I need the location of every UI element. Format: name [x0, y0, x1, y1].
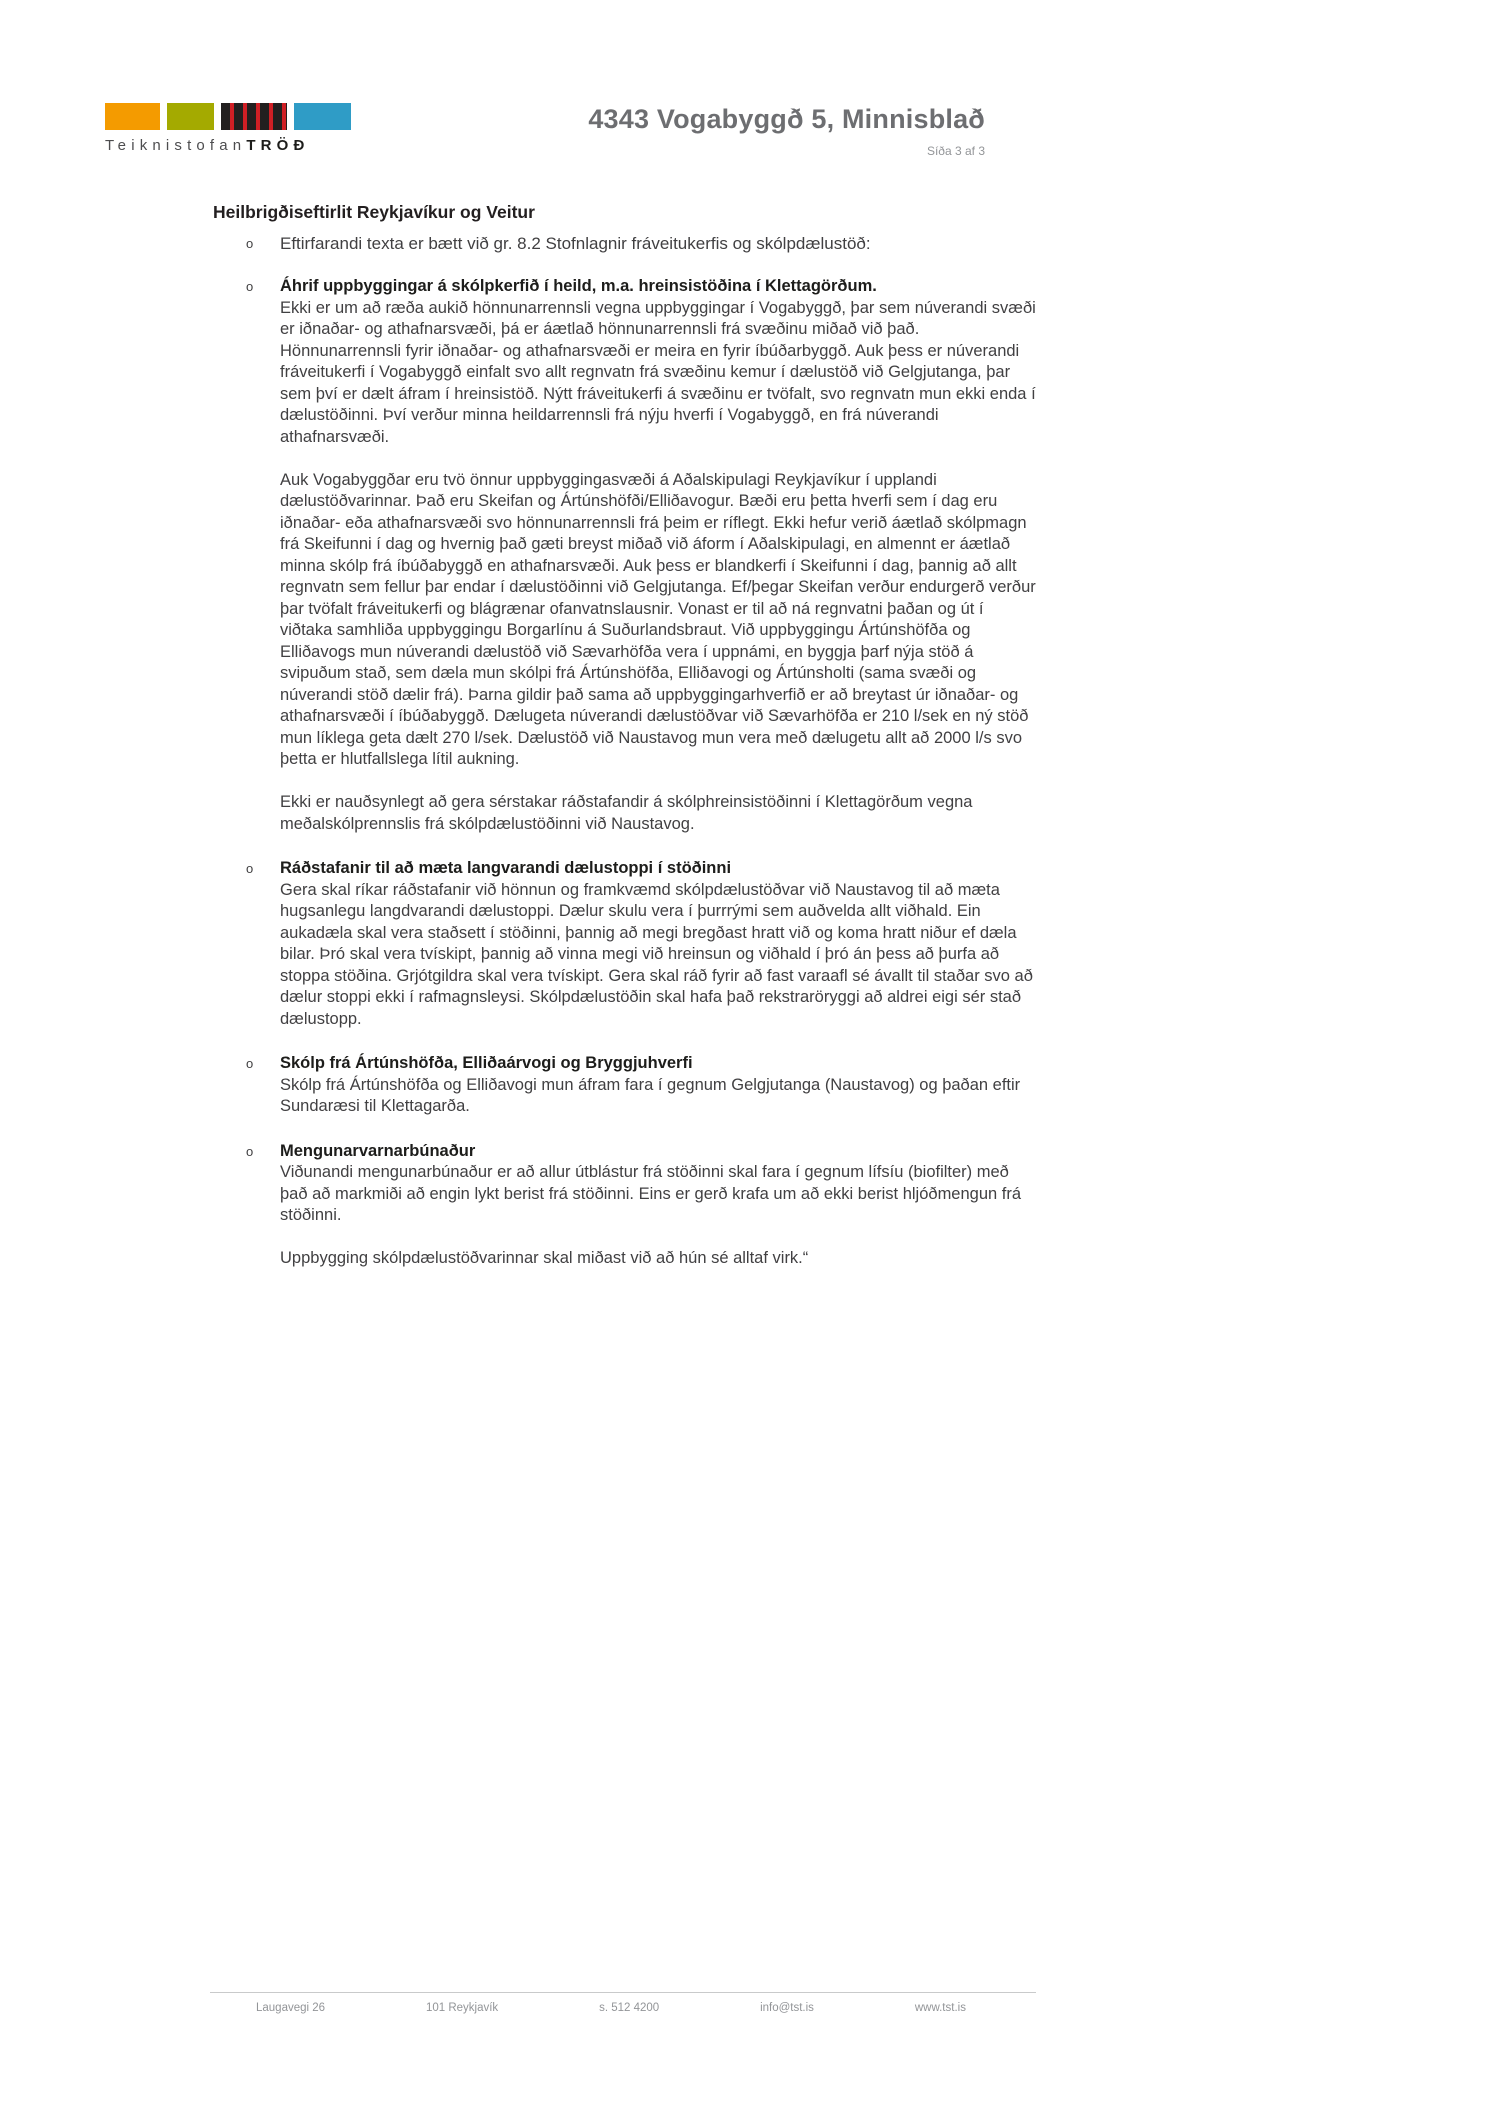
bullet-marker: o — [246, 279, 254, 294]
section-body — [280, 1141, 1036, 1270]
logo-brand-suffix: TRÖÐ — [246, 137, 310, 154]
paragraph: Skólp frá Ártúnshöfða og Elliðavogi mun áfram fara í gegnum Gelgjutanga (Naustavog) og þaðan eftir Sundaræsi til Klettagarða. — [280, 1075, 1021, 1115]
paragraph: Ekki er nauðsynlegt að gera sérstakar ráðstafandir á skólphreinsistöðinni í Klettagörðum vegna meðalskólprennslis frá skólpdælustöðinni við Naustavog. — [280, 793, 973, 833]
company-logo — [105, 103, 351, 154]
section-body — [280, 1053, 1036, 1118]
logo-block-olive — [167, 103, 214, 130]
section-heading: Heilbrigðiseftirlit Reykjavíkur og Veitur — [213, 202, 535, 222]
paragraph: Auk Vogabyggðar eru tvö önnur uppbyggingasvæði á Aðalskipulagi Reykjavíkur í upplandi dælustöðvarinnar. Það eru Skeifan og Ártúnshöfði/Elliðavogur. Bæði eru þetta hverfi sem í dag eru iðnaðar- eða athafnarsvæði svo hönnunarrennsli frá þeim er ríflegt. Ekki hefur verið áætlað skólpmagn frá Skeifunni í dag og hvernig það gæti breyst miðað við áform í Aðalskipulagi, en almennt er áætlað minna skólp frá íbúðabyggð en athafnarsvæði. Auk þess er blandkerfi í Skeifunni í dag, þannig að allt regnvatn sem fellur þar endar í dælustöðinni við Gelgjutanga. Ef/þegar Skeifan verður endurgerð verður þar tvöfalt fráveitukerfi og blágrænar ofanvatnslausnir. Vonast er til að ná regnvatni þaðan og út í viðtaka samhliða uppbyggingu Borgarlínu á Suðurlandsbraut. Við uppbyggingu Ártúnshöfða og Elliðavogs mun núverandi dælustöð við Sævarhöfða vera í uppnámi, en byggja þarf nýja stöð á svipuðum stað, sem dæla mun skólpi frá Ártúnshöfða, Elliðavogi og Ártúnsholti (sama svæði og núverandi stöð dælir frá). Þarna gildir það sama að uppbyggingarhverfið er að breytast úr iðnaðar- og athafnarsvæði í íbúðabyggð. Dælugeta núverandi dælustöðvar við Sævarhöfða er 210 l/sek en ný stöð mun líklega geta dælt 270 l/sek. Dælustöð við Naustavog mun vera með dælugetu allt að 2000 l/s svo þetta er hlutfallslega lítil aukning. — [280, 470, 1036, 768]
section-mengunarvarnir — [213, 1141, 1036, 1270]
paragraph: Ekki er um að ræða aukið hönnunarrennsli vegna uppbyggingar í Vogabyggð, þar sem núverandi svæði er iðnaðar- og athafnarsvæði, þá er áætlað hönnunarrennsli frá svæðinu miðað við það. Hönnunarrennsli fyrir iðnaðar- og athafnarsvæði er meira en fyrir íbúðarbyggð. Auk þess er núverandi fráveitukerfi í Vogabyggð einfalt svo allt regnvatn frá svæðinu kemur í dælustöð við Gelgjutanga, þar sem því er dælt áfram í hreinsistöð. Nýtt fráveitukerfi á svæðinu er tvöfalt, svo regnvatn mun ekki enda í dælustöðinni. Því verður minna heildarrennsli frá nýju hverfi í Vogabyggð, en frá núverandi athafnarsvæði. — [280, 298, 1036, 446]
section-title: Áhrif uppbyggingar á skólpkerfið í heild, m.a. hreinsistöðina í Klettagörðum. — [280, 277, 877, 295]
footer-phone: s. 512 4200 — [599, 2002, 660, 2014]
logo-brand-prefix: Teiknistofan — [105, 137, 247, 154]
section-body — [280, 858, 1036, 1030]
document-body — [213, 202, 1036, 1293]
paragraph: Viðunandi mengunarbúnaður er að allur útblástur frá stöðinni skal fara í gegnum lífsíu (biofilter) með það að markmiði að engin lykt berist frá stöðinni. Eins er gerð krafa um að ekki berist hljóðmengun frá stöðinni. — [280, 1163, 1022, 1224]
section-title: Ráðstafanir til að mæta langvarandi dælustoppi í stöðinni — [280, 859, 732, 877]
section-skolp-artunshofdi — [213, 1053, 1036, 1118]
intro-bullet-text: Eftirfarandi texta er bætt við gr. 8.2 Stofnlagnir fráveitukerfis og skólpdælustöð: — [280, 233, 871, 253]
header-title-block — [588, 104, 985, 158]
section-skolpkerfi — [213, 276, 1036, 835]
paragraph: Gera skal ríkar ráðstafanir við hönnun og framkvæmd skólpdælustöðvar við Naustavog til að mæta hugsanlegu langdvarandi dælustoppi. Dælur skulu vera í þurrrými sem auðvelda allt viðhald. Ein aukadæla skal vera staðsett í stöðinni, þannig að megi bregðast hratt við og koma hratt niður ef dæla bilar. Þró skal vera tvískipt, þannig að vinna megi við hreinsun og viðhald í þró án þess að þurfa að stoppa stöðina. Grjótgildra skal vera tvískipt. Gera skal ráð fyrir að fast varaafl sé ávallt til staðar svo að dælur stoppi ekki í rafmagnsleysi. Skólpdælustöðin skal hafa það rekstraröryggi að aldrei eigi sér stað dælustopp. — [280, 880, 1033, 1028]
footer-email: info@tst.is — [760, 2002, 814, 2014]
bullet-marker: o — [246, 1143, 254, 1159]
bullet-marker: o — [246, 1056, 254, 1071]
footer-city: 101 Reykjavík — [425, 2002, 499, 2014]
logo-color-blocks — [105, 103, 351, 130]
section-title: Mengunarvarnarbúnaður — [280, 1141, 476, 1160]
logo-block-orange — [105, 103, 160, 130]
intro-bullet — [213, 233, 1036, 255]
footer-website: www.tst.is — [914, 2002, 966, 2014]
section-body — [280, 276, 1036, 835]
document-title: 4343 Vogabyggð 5, Minnisblað — [588, 104, 985, 134]
logo-block-stripes — [221, 103, 287, 130]
page-indicator: Síða 3 af 3 — [926, 144, 985, 158]
closing-statement: Uppbygging skólpdælustöðvarinnar skal miðast við að hún sé alltaf virk.“ — [280, 1249, 809, 1267]
logo-wordmark — [105, 137, 351, 154]
bullet-marker: o — [246, 235, 254, 251]
section-radstafanir — [213, 858, 1036, 1030]
footer-address: Laugavegi 26 — [256, 2002, 326, 2014]
document-footer — [210, 1992, 1036, 2014]
bullet-marker: o — [246, 861, 254, 876]
section-title: Skólp frá Ártúnshöfða, Elliðaárvogi og Bryggjuhverfi — [280, 1054, 693, 1072]
logo-block-blue — [294, 103, 351, 130]
